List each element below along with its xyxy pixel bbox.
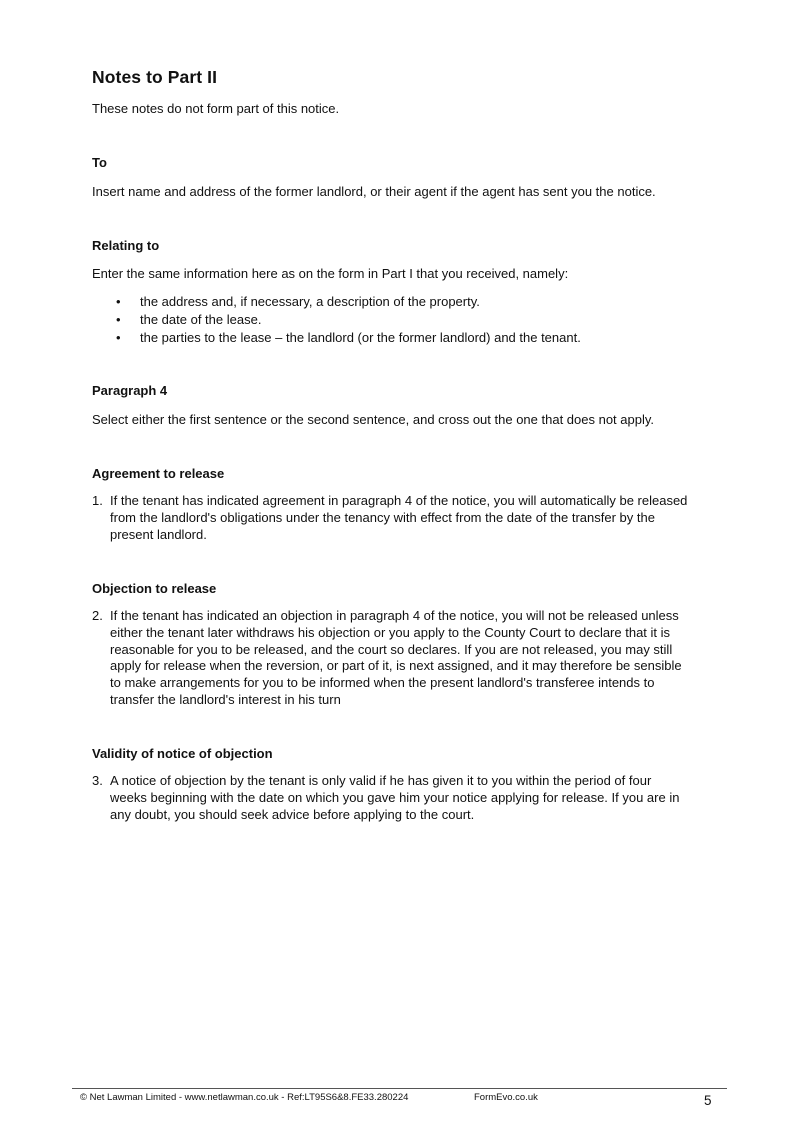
note-line: apply for release when the reversion, or part of it, is next assigned, and it may therefore be sensible	[110, 658, 682, 674]
note-line: to make arrangements for you to be informed when the present landlord's transferee intends to	[110, 675, 655, 691]
heading-relating-to: Relating to	[92, 238, 160, 253]
note-line: reasonable for you to be released, and the court so declares. If you are not released, you may still	[110, 641, 673, 657]
note-line: If the tenant has indicated agreement in paragraph 4 of the notice, you will automatically be released	[110, 493, 688, 508]
note-line: weeks beginning with the date on which you gave him your notice applying for release. If you are in	[110, 789, 680, 805]
heading-agreement: Agreement to release	[92, 466, 225, 481]
note-line: If the tenant has indicated an objection in paragraph 4 of the notice, you will not be released unless	[110, 608, 679, 623]
note-number: 1.	[92, 493, 103, 508]
note-line: present landlord.	[110, 526, 207, 542]
list-item	[92, 293, 581, 311]
list-item-text: the address and, if necessary, a description of the property.	[140, 294, 480, 309]
heading-paragraph-4: Paragraph 4	[92, 383, 168, 398]
list-item-text: the date of the lease.	[140, 312, 262, 327]
footer-site: FormEvo.co.uk	[474, 1092, 538, 1103]
note-number: 3.	[92, 773, 103, 788]
text-paragraph-4: Select either the first sentence or the second sentence, and cross out the one that does not apply.	[92, 412, 655, 427]
page-number: 5	[704, 1093, 712, 1108]
page-title: Notes to Part II	[92, 67, 218, 87]
footer-divider	[72, 1088, 727, 1089]
intro-text: These notes do not form part of this notice.	[92, 101, 340, 116]
list-item	[92, 329, 581, 347]
heading-validity: Validity of notice of objection	[92, 746, 273, 761]
text-to: Insert name and address of the former landlord, or their agent if the agent has sent you the notice.	[92, 184, 656, 199]
note-line: from the landlord's obligations under the tenancy with effect from the date of the transfer by the	[110, 509, 655, 525]
note-line: any doubt, you should seek advice before applying to the court.	[110, 806, 475, 822]
relating-to-list	[92, 293, 581, 347]
heading-objection: Objection to release	[92, 581, 217, 596]
footer-copyright: © Net Lawman Limited - www.netlawman.co.uk - Ref:LT95S6&8.FE33.280224	[80, 1092, 409, 1103]
list-item-text: the parties to the lease – the landlord (or the former landlord) and the tenant.	[140, 330, 581, 345]
bullet-icon: •	[116, 330, 121, 345]
note-line: A notice of objection by the tenant is only valid if he has given it to you within the period of four	[110, 773, 652, 788]
note-line: either the tenant later withdraws his objection or you apply to the County Court to declare that it is	[110, 624, 671, 640]
text-relating-to: Enter the same information here as on the form in Part I that you received, namely:	[92, 266, 569, 281]
bullet-icon: •	[116, 294, 121, 309]
note-number: 2.	[92, 608, 103, 623]
list-item	[92, 311, 581, 329]
heading-to: To	[92, 155, 107, 170]
bullet-icon: •	[116, 312, 121, 327]
note-line: transfer the landlord's interest in his turn	[110, 691, 341, 707]
